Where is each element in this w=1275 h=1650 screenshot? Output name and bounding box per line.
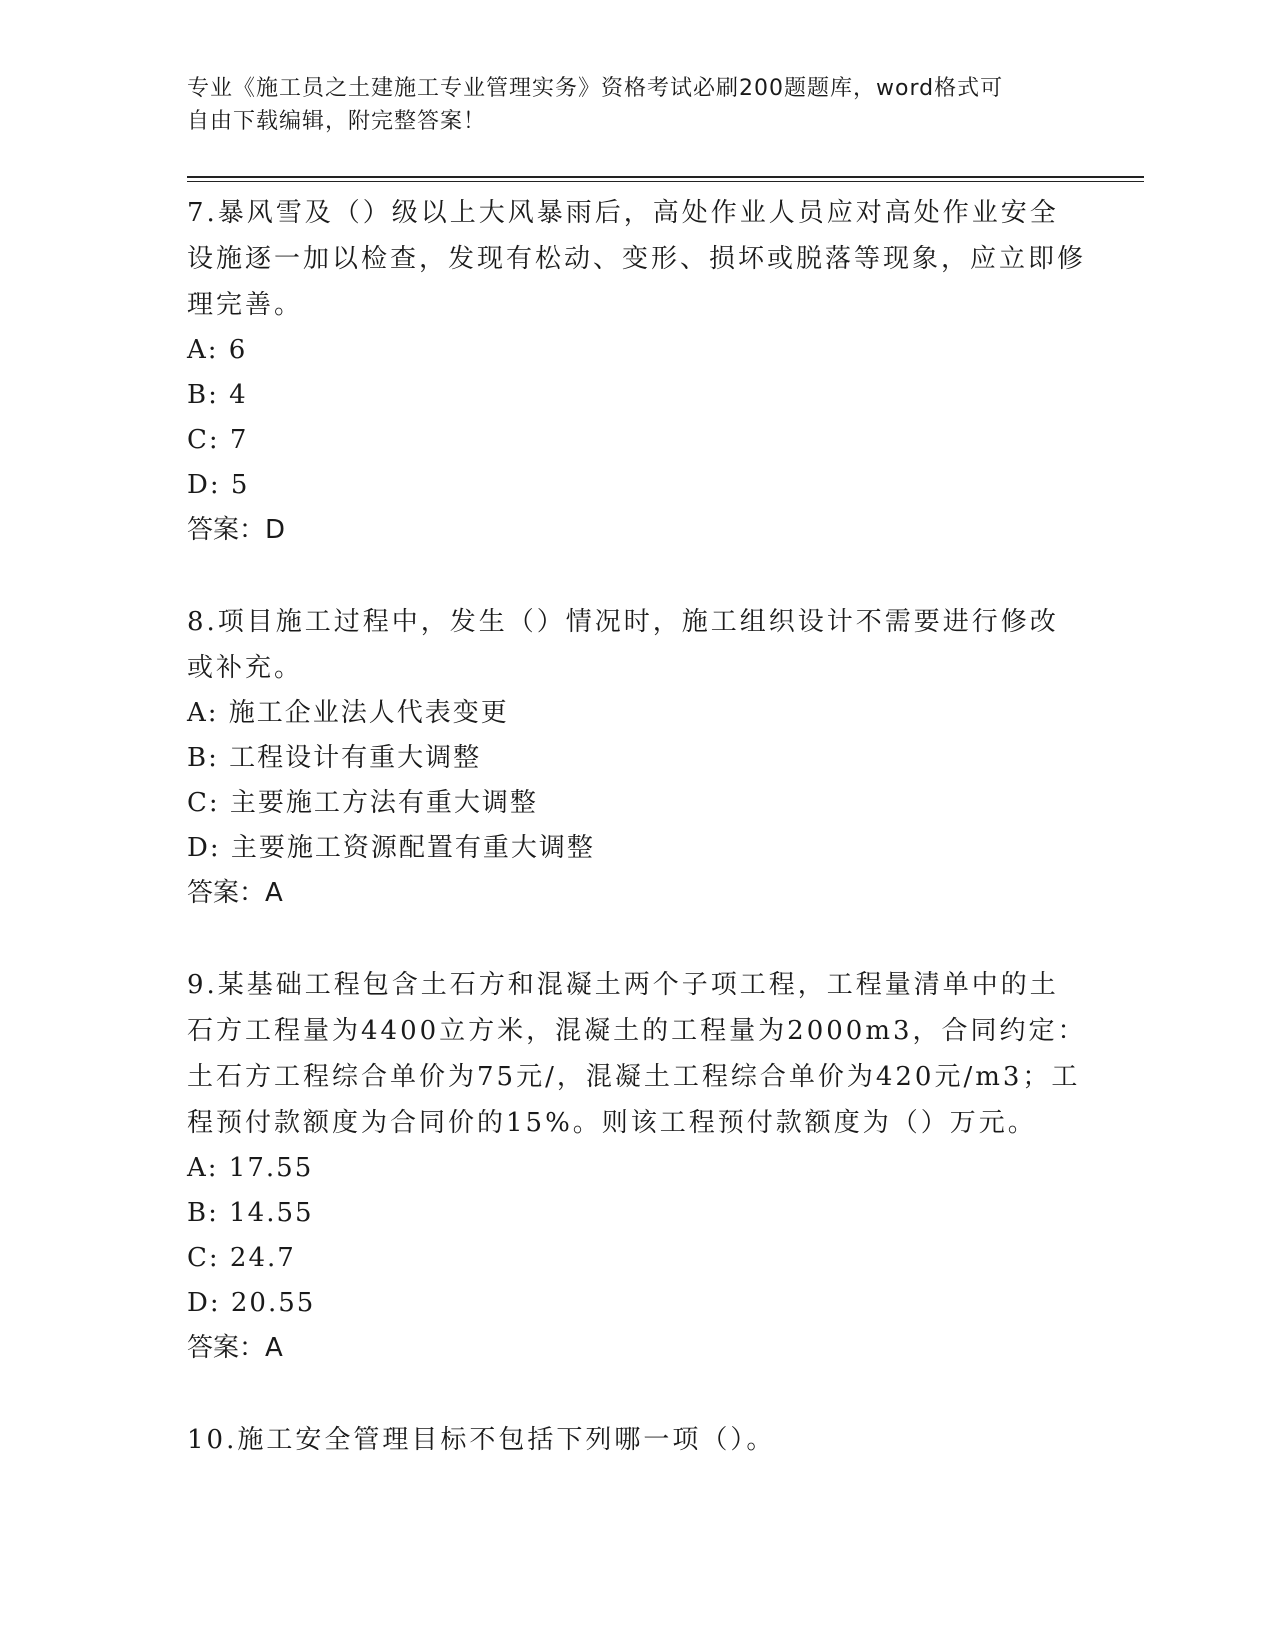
option-a: A: 17.55 (187, 1153, 314, 1183)
header-line-1: 专业《施工员之土建施工专业管理实务》资格考试必刷200题题库，word格式可 (187, 76, 1004, 101)
option-a: A: 施工企业法人代表变更 (187, 698, 509, 728)
document-header (187, 72, 1067, 138)
option-b: B: 4 (187, 380, 248, 410)
option-b: B: 工程设计有重大调整 (187, 743, 482, 773)
option-d: D: 5 (187, 470, 250, 500)
question-text: 7.暴风雪及（）级以上大风暴雨后，高处作业人员应对高处作业安全设施逐一加以检查，发现有松动、变形、损坏或脱落等现象，应立即修理完善。 (187, 198, 1087, 320)
question-text: 10.施工安全管理目标不包括下列哪一项（）。 (187, 1425, 776, 1455)
answer: 答案：D (187, 515, 286, 545)
option-c: C: 主要施工方法有重大调整 (187, 788, 538, 818)
option-a: A: 6 (187, 335, 248, 365)
header-line-2: 自由下载编辑，附完整答案！ (187, 109, 487, 134)
question-7 (187, 190, 1087, 553)
header-divider-thick (187, 176, 1144, 178)
question-8 (187, 599, 1087, 916)
question-text: 8.项目施工过程中，发生（）情况时，施工组织设计不需要进行修改或补充。 (187, 607, 1059, 683)
option-c: C: 24.7 (187, 1243, 296, 1273)
question-9 (187, 962, 1087, 1371)
answer: 答案：A (187, 1333, 283, 1363)
option-d: D: 20.55 (187, 1288, 316, 1318)
question-text: 9.某基础工程包含土石方和混凝土两个子项工程，工程量清单中的土石方工程量为4400立方米，混凝土的工程量为2000m3，合同约定：土石方工程综合单价为75元/，混凝土工程综合单价为420元/m3；工程预付款额度为合同价的15%。则该工程预付款额度为（）万元。 (187, 970, 1087, 1138)
option-d: D: 主要施工资源配置有重大调整 (187, 833, 595, 863)
option-b: B: 14.55 (187, 1198, 314, 1228)
option-c: C: 7 (187, 425, 249, 455)
question-list (187, 190, 1087, 1509)
header-divider-thin (187, 181, 1144, 182)
question-10 (187, 1417, 1087, 1463)
answer: 答案：A (187, 878, 283, 908)
